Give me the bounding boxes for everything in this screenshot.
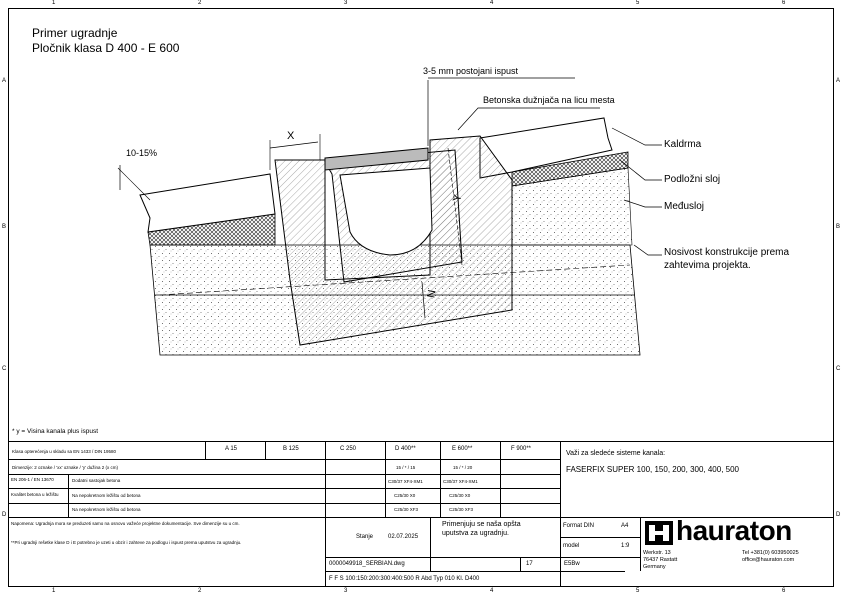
note-2: **Pri ugradnji rešetke klase D i E potrebno je uzeti u obzir i zahteve za podlogu i ispust prema uputstvu za ugradnju.	[11, 540, 242, 545]
concrete-e600-1: C30/37 XF4-XM1	[443, 479, 478, 484]
grid-col-2: 2	[198, 0, 202, 6]
cover-row-label: Na nepokretnom ležištu od betona	[72, 507, 141, 512]
grid-row-c: C	[2, 366, 7, 372]
beam-label: Betonska dužnjača na licu mesta	[483, 95, 615, 105]
dim-y-label: Y	[451, 193, 465, 203]
format-label: Format DIN	[563, 523, 595, 529]
grid-col-3: 3	[344, 0, 348, 6]
drawing-title: Primer ugradnje	[32, 26, 118, 40]
concrete-e600-3: C25/30 XF3	[449, 507, 474, 512]
stanje-label: Stanje	[356, 534, 374, 540]
model-label: model	[563, 543, 580, 549]
grid-row-b: B	[2, 224, 7, 230]
class-c250: C 250	[340, 446, 357, 452]
grid-col-4: 4	[490, 0, 494, 6]
class-a15: A 15	[225, 446, 238, 452]
sheet-number: 17	[526, 561, 533, 567]
file-name: 0000049918_SERBIAN.dwg	[329, 561, 405, 567]
system-label: Važi za sledeće sisteme kanala:	[566, 450, 666, 457]
system-value: FASERFIX SUPER 100, 150, 200, 300, 400, 500	[566, 465, 739, 474]
grid-row-d: D	[2, 512, 7, 518]
grid-row-b-right: B	[836, 224, 841, 230]
grid-col-5: 5	[636, 0, 640, 6]
nosivost-label-1: Nosivost konstrukcije prema	[664, 247, 790, 258]
kaldrma-label: Kaldrma	[664, 139, 702, 150]
concrete-d400-3: C25/30 XF3	[394, 507, 419, 512]
slope-label: 10-15%	[126, 148, 158, 158]
part-line: F F S 100:150:200:300:400:500 R Abd Typ 010 Kl. D400	[329, 576, 480, 582]
grid-col-5-bottom: 5	[636, 588, 640, 594]
address-line-1: Werkstr. 13	[643, 550, 671, 556]
concrete-d400-1: C30/37 XF4-XM1	[388, 479, 423, 484]
grid-col-2-bottom: 2	[198, 588, 202, 594]
class-d400: D 400**	[395, 446, 416, 452]
title-block	[8, 441, 834, 587]
dims-d400: 15 / * / 15	[396, 465, 416, 470]
concrete-row-1-label: Dodatni sastojak betona	[72, 478, 121, 483]
grid-col-4-bottom: 4	[490, 588, 494, 594]
email: office@hauraton.com	[742, 557, 795, 563]
bed-quality-label: Kvalitet betona u ležištu	[11, 492, 59, 497]
grid-col-1-bottom: 1	[52, 588, 56, 594]
class-e600: E 600**	[452, 446, 473, 452]
dims-e600: 15 / * / 20	[453, 465, 473, 470]
medusloj-label: Međusloj	[664, 201, 705, 212]
format-value: A4	[621, 523, 629, 529]
brand-logo-icon	[645, 521, 673, 545]
load-class-header: Klasa opterećenja u skladu sa EN 1433 / DIN 19580	[12, 449, 117, 454]
dims-row-label: Dimenzije: 2 oznake / 'xx' oznake / 'y' dužina 2 (x cm)	[12, 465, 118, 470]
dim-x-label: X	[287, 130, 295, 142]
address-line-2: 76437 Rastatt	[643, 557, 678, 563]
grid-row-a: A	[2, 78, 7, 84]
note-1: Napomena: Ugradnja mora se preduzeti samo na osnovu važeće projektne dokumentacije. Sve dimenzije su u cm.	[11, 521, 240, 526]
model-value: 1:9	[621, 543, 630, 549]
grid-col-1: 1	[52, 0, 56, 6]
grid-row-c-right: C	[836, 366, 841, 372]
dim-n-label: N	[425, 289, 439, 299]
grid-row-a-right: A	[836, 78, 841, 84]
primenjuju-line-1: Primenjuju se naša opšta	[442, 521, 521, 528]
footnote: * y = Visina kanala plus ispust	[12, 428, 99, 435]
gap-label: 3-5 mm postojani ispust	[423, 66, 519, 76]
nosivost-label-2: zahtevima projekta.	[664, 260, 751, 271]
primenjuju-line-2: uputstva za ugradnju.	[442, 530, 509, 537]
bed-sub-label: Na nepokretnom ležištu od betona	[72, 493, 141, 498]
podlozni-label: Podložni sloj	[664, 174, 721, 185]
class-b125: B 125	[283, 446, 299, 452]
concrete-e600-2: C25/30 X0	[449, 493, 471, 498]
grid-col-3-bottom: 3	[344, 588, 348, 594]
brand-name: hauraton	[676, 515, 792, 546]
class-f900: F 900**	[511, 446, 532, 452]
grid-row-d-right: D	[836, 512, 841, 518]
sheet-code: E5Bw	[564, 561, 580, 567]
grid-col-6: 6	[782, 0, 786, 6]
concrete-standard: EN 206-1 / EN 13670	[11, 477, 54, 482]
grid-col-6-bottom: 6	[782, 588, 786, 594]
drawing-subtitle: Pločnik klasa D 400 - E 600	[32, 41, 180, 55]
address-line-3: Germany	[643, 564, 666, 570]
phone: Tel +381(0) 603950025	[742, 550, 799, 556]
stanje-date: 02.07.2025	[388, 534, 419, 540]
concrete-d400-2: C25/30 X0	[394, 493, 416, 498]
